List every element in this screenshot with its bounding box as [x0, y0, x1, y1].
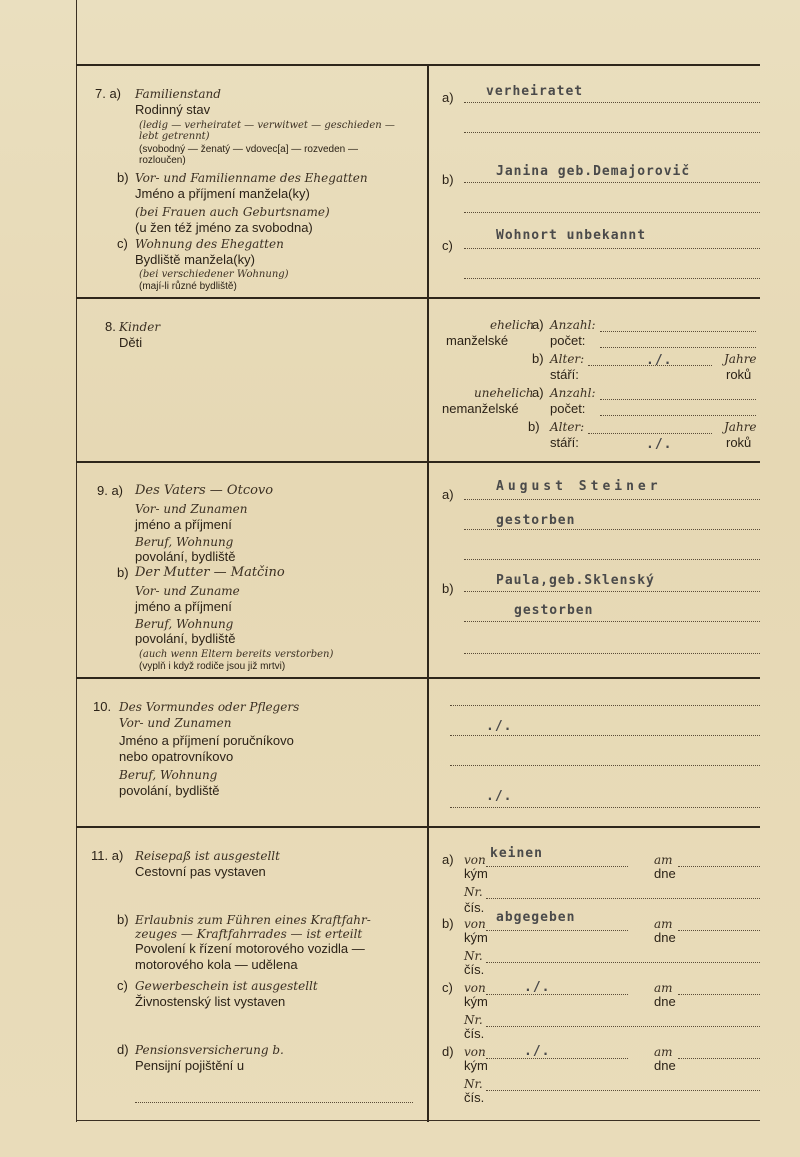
section-11-labels: [76, 828, 429, 1122]
s10-label-de: Des Vormundes oder Pflegers: [119, 700, 300, 714]
section-9-answers: [428, 463, 760, 679]
s7-c-label-de: Wohnung des Ehegatten: [135, 237, 284, 251]
s7-c-note-de: (bei verschiedener Wohnung): [139, 269, 289, 280]
s11-d-label-line: [135, 1102, 413, 1103]
s9-father-name-de: Vor- und Zunamen: [135, 502, 248, 516]
s10-number: 10.: [93, 699, 112, 714]
s11-ans-a-nr: Nr.: [464, 885, 483, 899]
s8-illegit-years-cz: roků: [726, 435, 752, 450]
s7-answer-a: verheiratet: [486, 84, 584, 99]
s9-mother-name-answer: Paula,geb.Sklenský: [496, 573, 655, 588]
s11-ans-d-am: am: [654, 1045, 673, 1059]
s8-legit-cz: manželské: [446, 333, 509, 348]
s10-job-answer: ./.: [486, 789, 513, 804]
s8-legit-b-marker: b): [532, 351, 544, 366]
s9-number: 9. a): [97, 483, 124, 498]
s10-line-3: [450, 765, 760, 766]
s8-legit-years-de: Jahre: [724, 352, 757, 366]
s8-line-1: [600, 331, 756, 332]
s11-ans-b-dne: dne: [654, 930, 676, 945]
s8-legit-a-marker: a): [532, 317, 544, 332]
s11-ans-b-cis: čís.: [464, 962, 485, 977]
s7-c-marker: c): [117, 236, 128, 251]
s7-b-line-1: [464, 182, 760, 183]
s10-line-2: [450, 735, 760, 736]
s11-b-label-cz-1: Povolení k řízení motorového vozidla —: [135, 941, 365, 956]
s9-line-4: [464, 591, 760, 592]
s9-mother-job-de: Beruf, Wohnung: [135, 617, 234, 631]
s11-ans-a-von: von: [464, 853, 486, 867]
bottom-rule: [76, 1120, 760, 1121]
s9-line-6: [464, 653, 760, 654]
section-9-parents: [76, 461, 760, 679]
s11-a-line-3: [486, 898, 760, 899]
s8-line-5: [600, 415, 756, 416]
s8-illegit-de: unehelich: [474, 386, 534, 400]
s7-b-label-cz: Jméno a příjmení manžela(ky): [135, 186, 310, 201]
s11-ans-d-value: ./.: [524, 1044, 551, 1059]
s9-father-status-answer: gestorben: [496, 513, 576, 528]
s11-ans-c-kym: kým: [464, 994, 488, 1009]
s10-job-cz: povolání, bydliště: [119, 783, 220, 798]
s9-father-job-de: Beruf, Wohnung: [135, 535, 234, 549]
s8-illegit-age-answer: ./.: [646, 437, 673, 452]
section-10-labels: [76, 679, 429, 828]
s10-name-de: Vor- und Zunamen: [119, 716, 232, 730]
section-8-children: [76, 297, 760, 463]
s11-d-label-de: Pensionsversicherung b.: [135, 1043, 284, 1057]
s9-line-2: [464, 529, 760, 530]
s9-mother-status-answer: gestorben: [514, 603, 594, 618]
s11-ans-c-marker: c): [442, 980, 453, 995]
s11-b-line-1: [486, 930, 628, 931]
s9-father-label: Des Vaters — Otcovo: [135, 483, 274, 498]
s7-b-note-de: (bei Frauen auch Geburtsname): [135, 205, 330, 219]
s11-ans-b-marker: b): [442, 916, 454, 931]
s9-line-1: [464, 499, 760, 500]
s11-a-line-1: [486, 866, 628, 867]
s8-illegit-count-de: Anzahl:: [550, 386, 596, 400]
s11-ans-c-value: ./.: [524, 980, 551, 995]
s8-line-2: [600, 347, 756, 348]
s8-number: 8.: [105, 319, 116, 334]
s7-answer-b: Janina geb.Demajorovič: [496, 164, 691, 179]
s8-legit-age-answer: ./.: [646, 353, 673, 368]
s11-c-marker: c): [117, 978, 128, 993]
s11-c-line-2: [678, 994, 760, 995]
s11-ans-d-nr: Nr.: [464, 1077, 483, 1091]
s7-number: 7. a): [95, 86, 122, 101]
section-9-labels: [76, 463, 429, 679]
s8-illegit-b-marker: b): [528, 419, 540, 434]
s11-ans-d-kym: kým: [464, 1058, 488, 1073]
s11-d-marker: d): [117, 1042, 129, 1057]
section-10-answers: [428, 679, 760, 828]
s7-b-marker: b): [117, 170, 129, 185]
s9-note-de: (auch wenn Eltern bereits verstorben): [139, 649, 334, 660]
section-7-answers: [428, 66, 760, 299]
s8-legit-years-cz: roků: [726, 367, 752, 382]
s8-illegit-years-de: Jahre: [724, 420, 757, 434]
s9-mother-job-cz: povolání, bydliště: [135, 631, 236, 646]
s11-c-label-cz: Živnostenský list vystaven: [135, 994, 286, 1009]
s11-number: 11. a): [91, 848, 124, 863]
s8-legit-count-cz: počet:: [550, 333, 586, 348]
s9-line-5: [464, 621, 760, 622]
s11-ans-c-nr: Nr.: [464, 1013, 483, 1027]
s7-a-line-1: [464, 102, 760, 103]
s9-mother-name-cz: jméno a příjmení: [135, 599, 232, 614]
s7-c-note-cz: (mají-li různé bydliště): [139, 281, 237, 292]
s11-d-line-1: [486, 1058, 628, 1059]
s11-c-line-3: [486, 1026, 760, 1027]
s11-b-marker: b): [117, 912, 129, 927]
s11-ans-a-dne: dne: [654, 866, 676, 881]
s10-line-4: [450, 807, 760, 808]
s11-a-label-de: Reisepaß ist ausgestellt: [135, 849, 280, 863]
s8-line-3: [588, 365, 712, 366]
s11-b-label-cz-2: motorového kola — udělena: [135, 957, 298, 972]
s7-b-label-de: Vor- und Familienname des Ehegatten: [135, 171, 368, 185]
s9-father-name-cz: jméno a příjmení: [135, 517, 232, 532]
s8-illegit-age-cz: stáří:: [550, 435, 579, 450]
s11-ans-b-von: von: [464, 917, 486, 931]
s9-mother-name-de: Vor- und Zuname: [135, 584, 240, 598]
section-7-labels: [76, 66, 429, 299]
s11-d-line-3: [486, 1090, 760, 1091]
s11-ans-b-kym: kým: [464, 930, 488, 945]
s8-legit-de: ehelich: [490, 318, 535, 332]
s7-answer-a-marker: a): [442, 90, 454, 105]
section-11-documents: [76, 826, 760, 1122]
section-11-answers: [428, 828, 760, 1122]
s11-ans-c-cis: čís.: [464, 1026, 485, 1041]
s9-father-name-answer: August Steiner: [496, 479, 662, 494]
s11-ans-a-value: keinen: [490, 846, 543, 861]
s11-b-line-3: [486, 962, 760, 963]
s9-answer-b-marker: b): [442, 581, 454, 596]
section-10-guardian: [76, 677, 760, 828]
s11-a-label-cz: Cestovní pas vystaven: [135, 864, 266, 879]
s11-c-line-1: [486, 994, 628, 995]
s9-mother-label: Der Mutter — Matčino: [135, 565, 285, 580]
s11-d-label-cz: Pensijní pojištění u: [135, 1058, 245, 1073]
s11-d-line-2: [678, 1058, 760, 1059]
s9-b-marker: b): [117, 565, 129, 580]
s11-ans-d-von: von: [464, 1045, 486, 1059]
s8-label-de: Kinder: [119, 320, 161, 334]
s9-line-3: [464, 559, 760, 560]
s8-illegit-cz: nemanželské: [442, 401, 519, 416]
s10-label-cz-2: nebo opatrovníkovo: [119, 749, 234, 764]
s11-b-line-2: [678, 930, 760, 931]
s7-a-note-cz-2: rozloučen): [139, 155, 186, 166]
s10-job-de: Beruf, Wohnung: [119, 768, 218, 782]
s8-line-6: [588, 433, 712, 434]
s11-ans-b-nr: Nr.: [464, 949, 483, 963]
s8-line-4: [600, 399, 756, 400]
s11-ans-d-dne: dne: [654, 1058, 676, 1073]
s7-answer-b-marker: b): [442, 172, 454, 187]
s8-illegit-age-de: Alter:: [550, 420, 585, 434]
s9-note-cz: (vyplň i když rodiče jsou již mrtvi): [139, 661, 286, 672]
s11-ans-c-von: von: [464, 981, 486, 995]
s11-ans-b-am: am: [654, 917, 673, 931]
s7-c-label-cz: Bydliště manžela(ky): [135, 252, 255, 267]
s11-ans-b-value: abgegeben: [496, 910, 576, 925]
s11-b-label-de-2: zeuges — Kraftfahrrades — ist erteilt: [135, 927, 363, 941]
s7-c-line-2: [464, 278, 760, 279]
s10-label-cz-1: Jméno a příjmení poručníkovo: [119, 733, 294, 748]
s11-ans-c-am: am: [654, 981, 673, 995]
s7-a-note-de-1: (ledig — verheiratet — verwitwet — geschieden —: [139, 120, 395, 131]
s9-answer-a-marker: a): [442, 487, 454, 502]
s8-illegit-a-marker: a): [532, 385, 544, 400]
s7-answer-c: Wohnort unbekannt: [496, 228, 647, 243]
section-8-labels: [76, 299, 429, 463]
s7-a-label-cz: Rodinný stav: [135, 102, 211, 117]
s8-legit-age-cz: stáří:: [550, 367, 579, 382]
s11-ans-a-cis: čís.: [464, 900, 485, 915]
s11-b-label-de-1: Erlaubnis zum Führen eines Kraftfahr-: [135, 913, 371, 927]
s11-ans-d-marker: d): [442, 1044, 454, 1059]
s7-a-line-2: [464, 132, 760, 133]
s10-name-answer: ./.: [486, 719, 513, 734]
s8-legit-count-de: Anzahl:: [550, 318, 596, 332]
s7-c-line-1: [464, 248, 760, 249]
top-rule: [76, 0, 77, 64]
s7-a-label-de: Familienstand: [135, 87, 221, 101]
s7-b-note-cz: (u žen též jméno za svobodna): [135, 220, 313, 235]
section-8-answers: [428, 299, 760, 463]
s11-ans-a-marker: a): [442, 852, 454, 867]
s8-label-cz: Děti: [119, 335, 143, 350]
s7-a-note-cz-1: (svobodný — ženatý — vdovec[a] — rozveden —: [139, 144, 358, 155]
s9-father-job-cz: povolání, bydliště: [135, 549, 236, 564]
s11-ans-a-kym: kým: [464, 866, 488, 881]
s8-illegit-count-cz: počet:: [550, 401, 586, 416]
s8-legit-age-de: Alter:: [550, 352, 585, 366]
s7-a-note-de-2: lebt getrennt): [139, 131, 210, 142]
s7-b-line-2: [464, 212, 760, 213]
s10-line-1: [450, 705, 760, 706]
s11-ans-d-cis: čís.: [464, 1090, 485, 1105]
s7-answer-c-marker: c): [442, 238, 453, 253]
s11-a-line-2: [678, 866, 760, 867]
s11-c-label-de: Gewerbeschein ist ausgestellt: [135, 979, 318, 993]
section-7-marital-status: [76, 64, 760, 299]
s11-ans-a-am: am: [654, 853, 673, 867]
s11-ans-c-dne: dne: [654, 994, 676, 1009]
